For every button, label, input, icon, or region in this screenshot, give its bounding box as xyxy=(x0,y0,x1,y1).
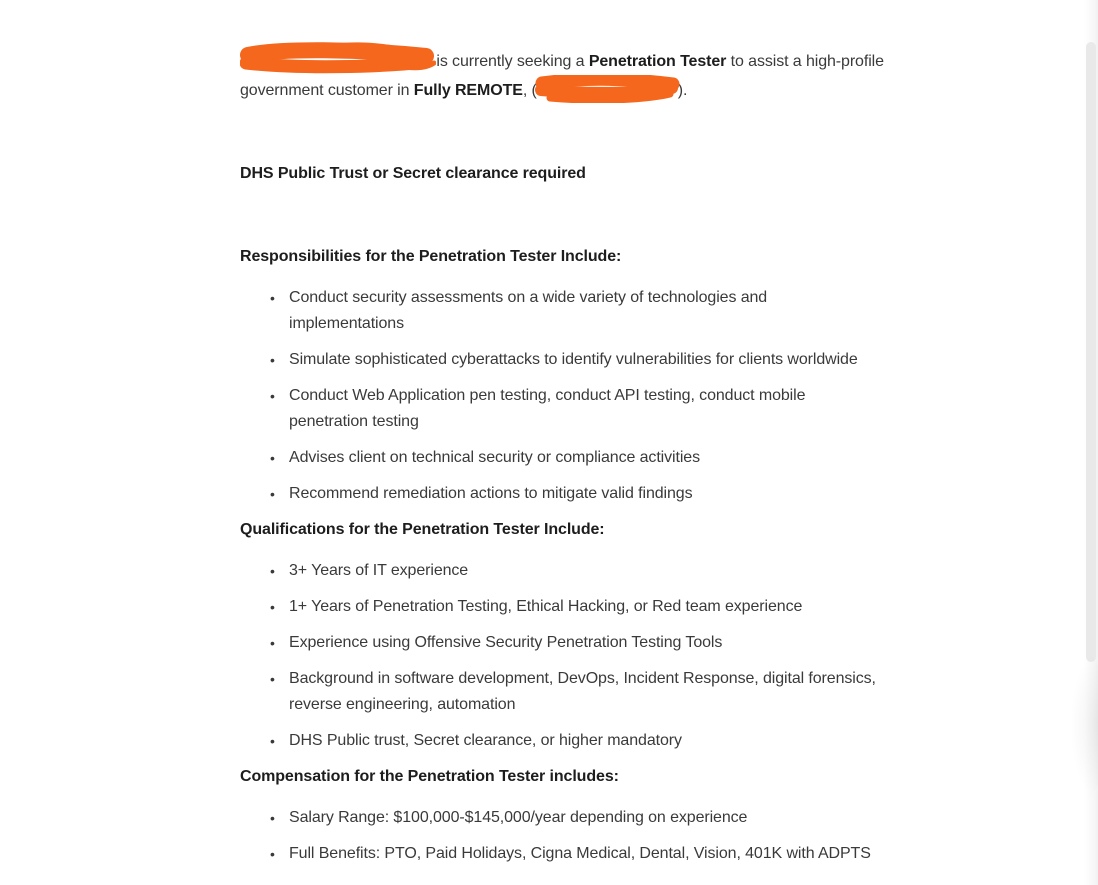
list-item: • Recommend remediation actions to mitigate valid findings xyxy=(270,481,918,507)
list-item: • Simulate sophisticated cyberattacks to identify vulnerabilities for clients worldwide xyxy=(270,347,918,373)
intro-text-3: government customer in xyxy=(240,82,410,99)
intro-paren: , ( xyxy=(522,82,537,99)
intro-line-2 xyxy=(240,75,918,104)
list-item: • Full Benefits: PTO, Paid Holidays, Cigna Medical, Dental, Vision, 401K with ADPTS xyxy=(270,841,918,867)
job-title-bold: Penetration Tester xyxy=(588,53,727,70)
blank-line xyxy=(240,104,918,161)
page-edge-shadow xyxy=(1072,655,1098,795)
list-item: • Experience using Offensive Security Penetration Testing Tools xyxy=(270,630,918,656)
blank-line xyxy=(240,187,918,244)
list-item: • Background in software development, DevOps, Incident Response, digital forensics, reverse engineering, automation xyxy=(270,666,918,718)
qualifications-list xyxy=(240,558,918,754)
responsibilities-list xyxy=(240,285,918,507)
list-item: • DHS Public trust, Secret clearance, or higher mandatory xyxy=(270,728,918,754)
qualifications-heading: Qualifications for the Penetration Tester Include: xyxy=(240,521,605,538)
list-item: • 3+ Years of IT experience xyxy=(270,558,918,584)
list-item: • Conduct security assessments on a wide variety of technologies and implementations xyxy=(270,285,918,337)
compensation-list xyxy=(240,805,918,867)
list-item: • Conduct Web Application pen testing, conduct API testing, conduct mobile penetration testing xyxy=(270,383,918,435)
marker-scribble-icon xyxy=(240,42,436,74)
intro-text-1: is currently seeking a xyxy=(436,53,585,70)
compensation-heading: Compensation for the Penetration Tester includes: xyxy=(240,768,619,785)
remote-bold: Fully REMOTE xyxy=(413,82,523,99)
intro-line-1 xyxy=(240,42,918,75)
clearance-requirement: DHS Public Trust or Secret clearance required xyxy=(240,165,586,182)
marker-scribble-icon xyxy=(535,75,680,103)
list-item: • Salary Range: $100,000-$145,000/year depending on experience xyxy=(270,805,918,831)
redaction-scribble-location xyxy=(535,75,680,103)
responsibilities-heading: Responsibilities for the Penetration Tester Include: xyxy=(240,248,622,265)
intro-text-2: to assist a high-profile xyxy=(730,53,884,70)
scrollbar-thumb[interactable] xyxy=(1086,42,1096,662)
list-item: • 1+ Years of Penetration Testing, Ethical Hacking, or Red team experience xyxy=(270,594,918,620)
list-item: • Advises client on technical security or compliance activities xyxy=(270,445,918,471)
intro-paragraph xyxy=(240,42,918,104)
redaction-scribble-company xyxy=(240,42,436,74)
intro-close-paren: ). xyxy=(677,82,688,99)
